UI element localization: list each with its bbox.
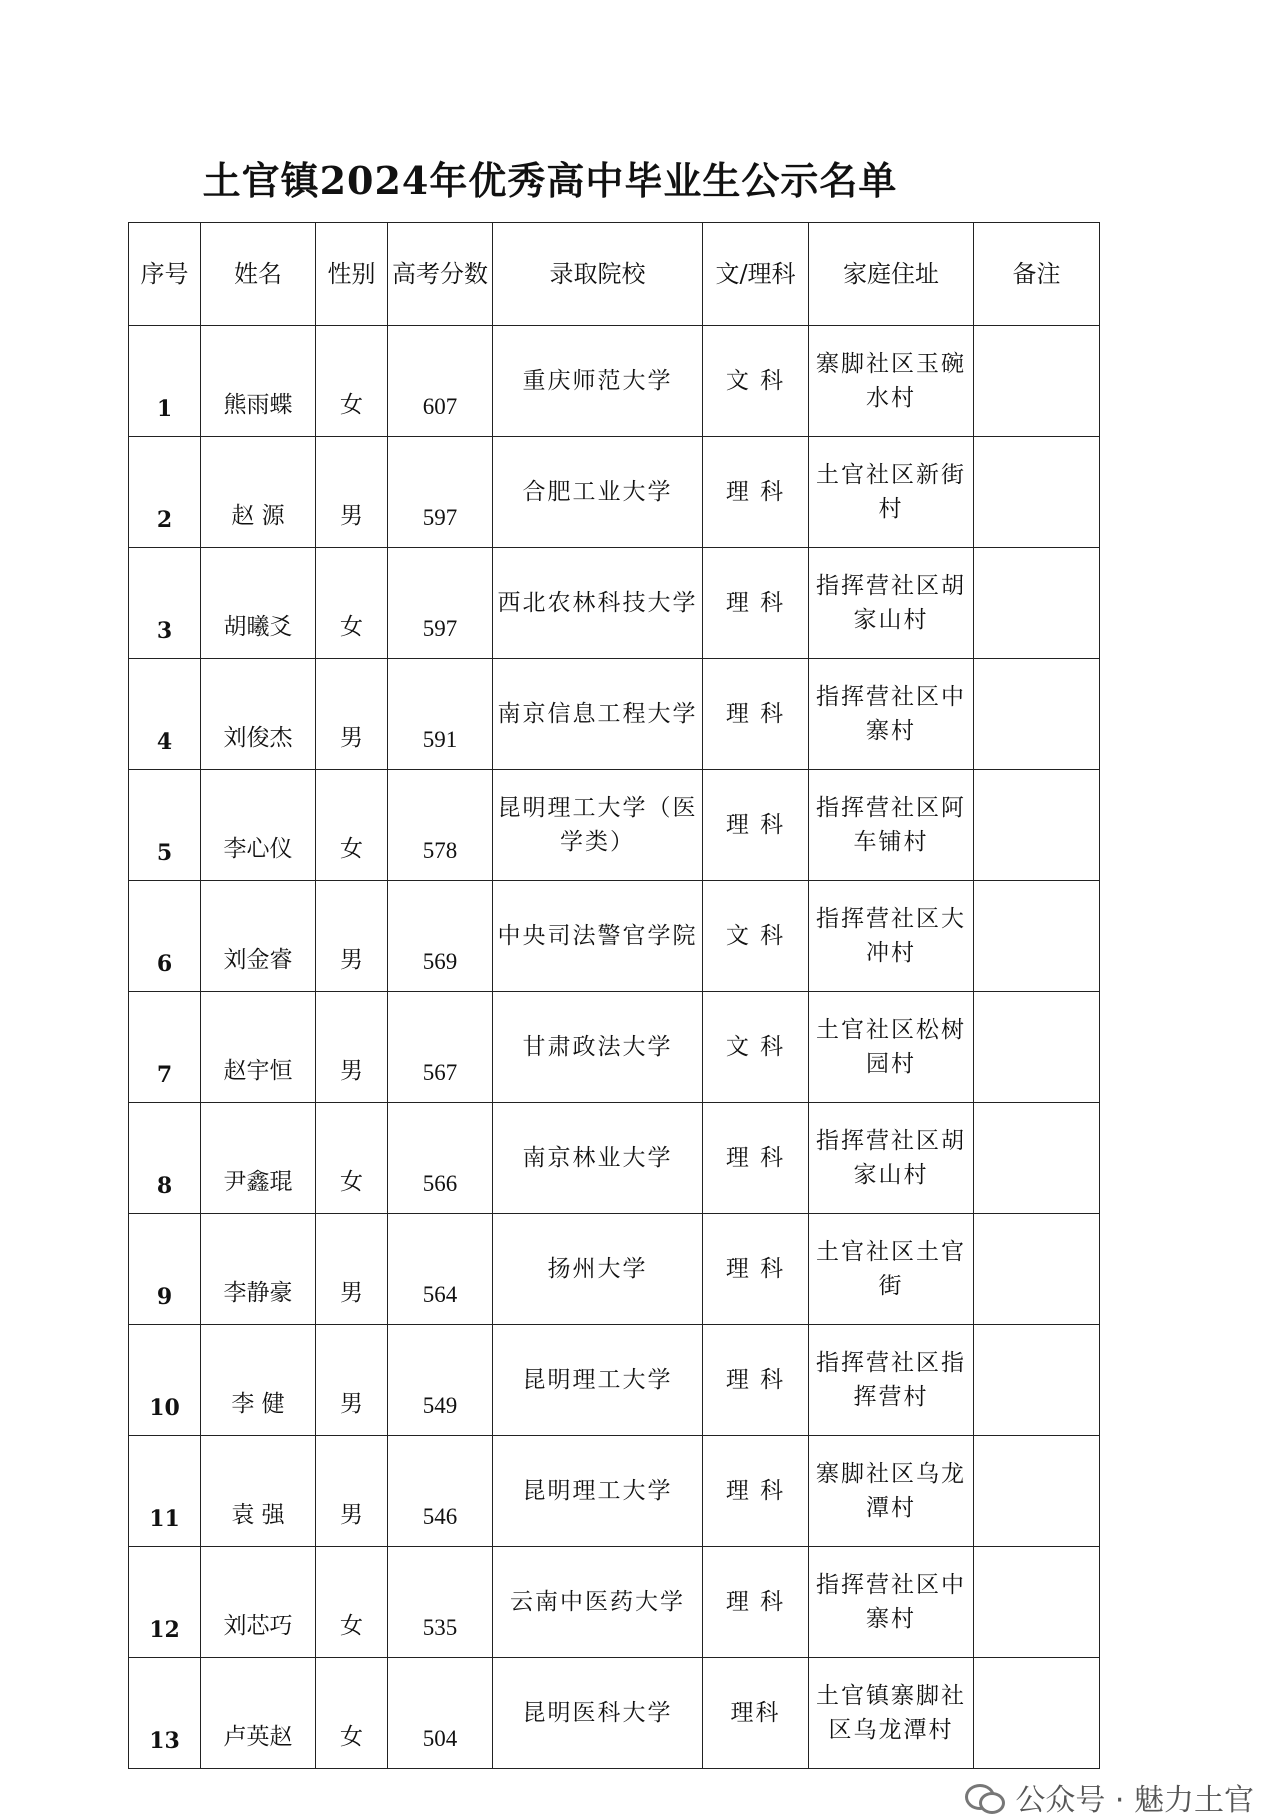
table-row: [129, 881, 1100, 992]
page-title: 土官镇2024年优秀高中毕业生公示名单: [202, 158, 898, 203]
cell-address: 指挥营社区指挥营村: [809, 1325, 974, 1436]
cell-index: 7: [129, 992, 201, 1103]
header-index: 序号: [129, 223, 201, 326]
student-table: [128, 222, 1100, 1769]
cell-score: 597: [388, 548, 493, 659]
table-row: [129, 326, 1100, 437]
table-row: [129, 992, 1100, 1103]
cell-note: [974, 437, 1100, 548]
cell-score: 535: [388, 1547, 493, 1658]
header-gender: 性别: [316, 223, 388, 326]
table-row: [129, 548, 1100, 659]
cell-school: 昆明理工大学: [493, 1436, 703, 1547]
cell-gender: 男: [316, 437, 388, 548]
cell-gender: 女: [316, 548, 388, 659]
cell-school: 南京信息工程大学: [493, 659, 703, 770]
cell-index: 13: [129, 1658, 201, 1769]
cell-address: 土官社区松树园村: [809, 992, 974, 1103]
cell-score: 597: [388, 437, 493, 548]
table-row: [129, 1103, 1100, 1214]
table-row: [129, 1436, 1100, 1547]
cell-gender: 男: [316, 881, 388, 992]
cell-note: [974, 1103, 1100, 1214]
cell-school: 合肥工业大学: [493, 437, 703, 548]
cell-gender: 女: [316, 1547, 388, 1658]
cell-school: 甘肃政法大学: [493, 992, 703, 1103]
cell-type: 理 科: [703, 1325, 809, 1436]
cell-name: 李 健: [201, 1325, 316, 1436]
cell-note: [974, 548, 1100, 659]
cell-type: 文 科: [703, 326, 809, 437]
cell-score: 504: [388, 1658, 493, 1769]
cell-gender: 女: [316, 1103, 388, 1214]
cell-address: 土官社区土官街: [809, 1214, 974, 1325]
cell-name: 李静豪: [201, 1214, 316, 1325]
table-header-row: [129, 223, 1100, 326]
cell-gender: 女: [316, 1658, 388, 1769]
cell-address: 指挥营社区中寨村: [809, 1547, 974, 1658]
cell-index: 1: [129, 326, 201, 437]
cell-note: [974, 326, 1100, 437]
cell-note: [974, 881, 1100, 992]
cell-gender: 女: [316, 326, 388, 437]
cell-score: 569: [388, 881, 493, 992]
cell-gender: 女: [316, 770, 388, 881]
cell-type: 文 科: [703, 992, 809, 1103]
cell-name: 赵 源: [201, 437, 316, 548]
cell-index: 6: [129, 881, 201, 992]
cell-type: 理科: [703, 1658, 809, 1769]
cell-name: 李心仪: [201, 770, 316, 881]
cell-index: 3: [129, 548, 201, 659]
cell-name: 胡曦爻: [201, 548, 316, 659]
cell-name: 赵宇恒: [201, 992, 316, 1103]
cell-index: 2: [129, 437, 201, 548]
cell-score: 591: [388, 659, 493, 770]
cell-address: 指挥营社区中寨村: [809, 659, 974, 770]
cell-name: 刘芯巧: [201, 1547, 316, 1658]
cell-note: [974, 659, 1100, 770]
cell-school: 中央司法警官学院: [493, 881, 703, 992]
cell-score: 549: [388, 1325, 493, 1436]
cell-name: 熊雨蝶: [201, 326, 316, 437]
cell-index: 5: [129, 770, 201, 881]
cell-school: 昆明理工大学（医学类）: [493, 770, 703, 881]
cell-score: 567: [388, 992, 493, 1103]
cell-index: 10: [129, 1325, 201, 1436]
cell-name: 刘金睿: [201, 881, 316, 992]
header-school: 录取院校: [493, 223, 703, 326]
cell-type: 理 科: [703, 1214, 809, 1325]
cell-score: 607: [388, 326, 493, 437]
cell-gender: 男: [316, 992, 388, 1103]
table-row: [129, 1325, 1100, 1436]
table-row: [129, 1547, 1100, 1658]
cell-gender: 男: [316, 1436, 388, 1547]
cell-type: 文 科: [703, 881, 809, 992]
cell-index: 9: [129, 1214, 201, 1325]
header-name: 姓名: [201, 223, 316, 326]
cell-name: 尹鑫琨: [201, 1103, 316, 1214]
cell-school: 云南中医药大学: [493, 1547, 703, 1658]
cell-note: [974, 1325, 1100, 1436]
cell-type: 理 科: [703, 1436, 809, 1547]
cell-type: 理 科: [703, 1103, 809, 1214]
cell-school: 昆明医科大学: [493, 1658, 703, 1769]
cell-note: [974, 1436, 1100, 1547]
cell-address: 指挥营社区阿车铺村: [809, 770, 974, 881]
header-address: 家庭住址: [809, 223, 974, 326]
cell-address: 指挥营社区胡家山村: [809, 1103, 974, 1214]
cell-address: 寨脚社区玉碗水村: [809, 326, 974, 437]
cell-note: [974, 770, 1100, 881]
cell-index: 8: [129, 1103, 201, 1214]
cell-address: 土官社区新街村: [809, 437, 974, 548]
header-score: 高考分数: [388, 223, 493, 326]
cell-type: 理 科: [703, 548, 809, 659]
cell-score: 564: [388, 1214, 493, 1325]
cell-index: 11: [129, 1436, 201, 1547]
cell-index: 4: [129, 659, 201, 770]
cell-gender: 男: [316, 1325, 388, 1436]
cell-note: [974, 1214, 1100, 1325]
cell-type: 理 科: [703, 659, 809, 770]
cell-school: 扬州大学: [493, 1214, 703, 1325]
cell-score: 578: [388, 770, 493, 881]
cell-school: 西北农林科技大学: [493, 548, 703, 659]
cell-school: 重庆师范大学: [493, 326, 703, 437]
cell-address: 寨脚社区乌龙潭村: [809, 1436, 974, 1547]
table-row: [129, 659, 1100, 770]
watermark: [965, 1775, 1254, 1819]
wechat-icon: [965, 1782, 1005, 1812]
table-row: [129, 437, 1100, 548]
cell-index: 12: [129, 1547, 201, 1658]
cell-name: 卢英赵: [201, 1658, 316, 1769]
cell-type: 理 科: [703, 770, 809, 881]
cell-address: 土官镇寨脚社区乌龙潭村: [809, 1658, 974, 1769]
cell-school: 南京林业大学: [493, 1103, 703, 1214]
cell-gender: 男: [316, 1214, 388, 1325]
cell-type: 理 科: [703, 437, 809, 548]
cell-type: 理 科: [703, 1547, 809, 1658]
cell-gender: 男: [316, 659, 388, 770]
cell-address: 指挥营社区大冲村: [809, 881, 974, 992]
table-row: [129, 1658, 1100, 1769]
cell-address: 指挥营社区胡家山村: [809, 548, 974, 659]
header-type: 文/理科: [703, 223, 809, 326]
cell-school: 昆明理工大学: [493, 1325, 703, 1436]
header-note: 备注: [974, 223, 1100, 326]
cell-name: 刘俊杰: [201, 659, 316, 770]
cell-name: 袁 强: [201, 1436, 316, 1547]
watermark-text: 公众号 · 魅力土官: [1015, 1783, 1254, 1818]
cell-score: 546: [388, 1436, 493, 1547]
cell-note: [974, 1547, 1100, 1658]
table-row: [129, 770, 1100, 881]
cell-note: [974, 1658, 1100, 1769]
cell-note: [974, 992, 1100, 1103]
table-row: [129, 1214, 1100, 1325]
cell-score: 566: [388, 1103, 493, 1214]
